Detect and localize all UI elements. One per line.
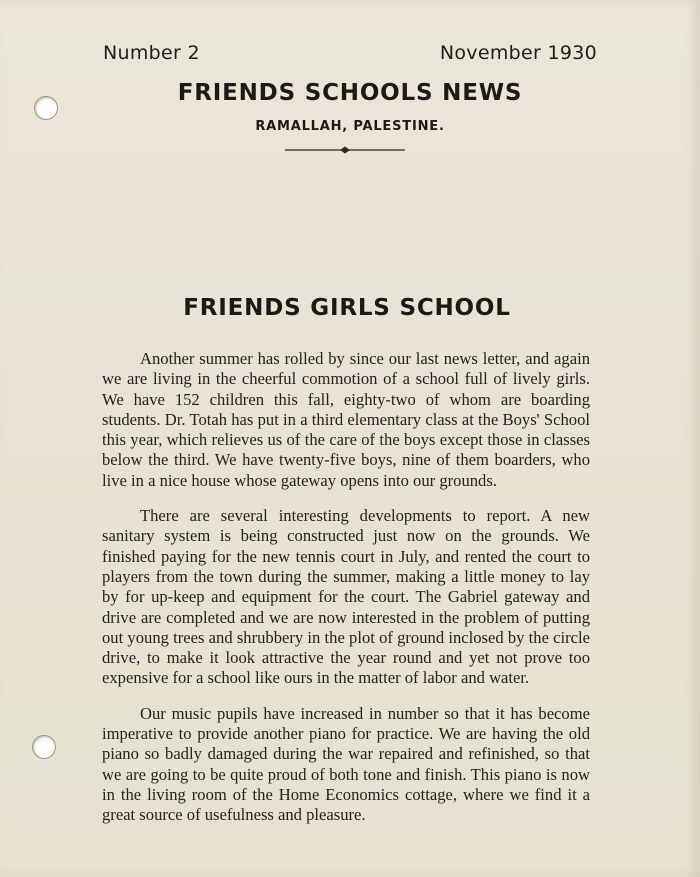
article-body xyxy=(102,349,590,841)
punch-hole-bottom xyxy=(32,735,56,759)
newsletter-title: FRIENDS SCHOOLS NEWS xyxy=(177,80,523,106)
issue-date: November 1930 xyxy=(439,42,597,64)
article-paragraph: Our music pupils have increased in number so that it has become imperative to provide another piano for practice. We are having the old piano so badly damaged during the war repaired and refinished, so that we are going to be quite proud of both tone and finish. This piano is now in the living room of the Home Economics cottage, where we find it a great source of usefulness and pleasure. xyxy=(102,703,590,825)
issue-number: Number 2 xyxy=(103,42,200,64)
newsletter-location: RAMALLAH, PALESTINE. xyxy=(255,119,445,134)
ornamental-divider xyxy=(285,143,405,157)
article-paragraph: Another summer has rolled by since our last news letter, and again we are living in the cheerful commotion of a school full of lively girls. We have 152 children this fall, eighty-two of whom are boarding students. Dr. Totah has put in a third elementary class at the Boys' School this year, which relieves us of the care of the boys except those in classes below the third. We have twenty-five boys, nine of them boarders, who live in a nice house whose gateway opens into our grounds. xyxy=(102,349,590,490)
section-title: FRIENDS GIRLS SCHOOL xyxy=(183,295,511,321)
article-paragraph: There are several interesting developments to report. A new sanitary system is being constructed just now on the grounds. We finished paying for the new tennis court in July, and rented the court to players from the town during the summer, making a little money to lay by for up-keep and equipment for the court. The Gabriel gateway and drive are completed and we are now interested in the problem of putting out young trees and shrubbery in the plot of ground inclosed by the circle drive, to make it look attractive the year round and yet not prove too expensive for a school like ours in the matter of labor and water. xyxy=(102,506,590,688)
